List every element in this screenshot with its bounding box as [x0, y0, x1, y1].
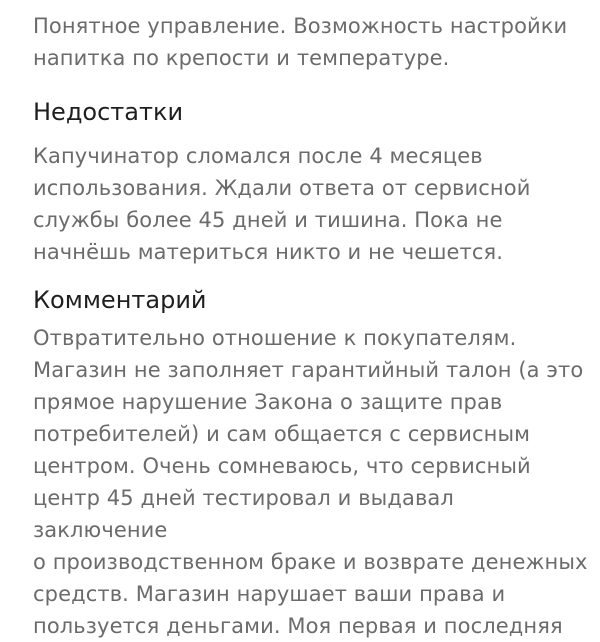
pros-text: Понятное управление. Возможность настройки напитка по крепости и температуре.: [33, 14, 568, 70]
comment-text: Отвратительно отношение к покупателям. Магазин не заполняет гарантийный талон (а это прямое нарушение Закона о защите прав потребителей) и сам общается с сервисным центром. Очень сомневаюсь, что сервисный центр 45 дней тестировал и выдавал заключение о производственном браке и возврате денежных средств. Магазин нарушает ваши права и пользуется деньгами. Моя первая и последняя: [33, 326, 588, 638]
cons-title: Недостатки: [33, 98, 184, 126]
comment-title: Комментарий: [33, 286, 207, 314]
cons-text: Капучинатор сломался после 4 месяцев использования. Ждали ответа от сервисной службы более 45 дней и тишина. Пока не начнёшь материться никто и не чешется.: [33, 144, 531, 264]
